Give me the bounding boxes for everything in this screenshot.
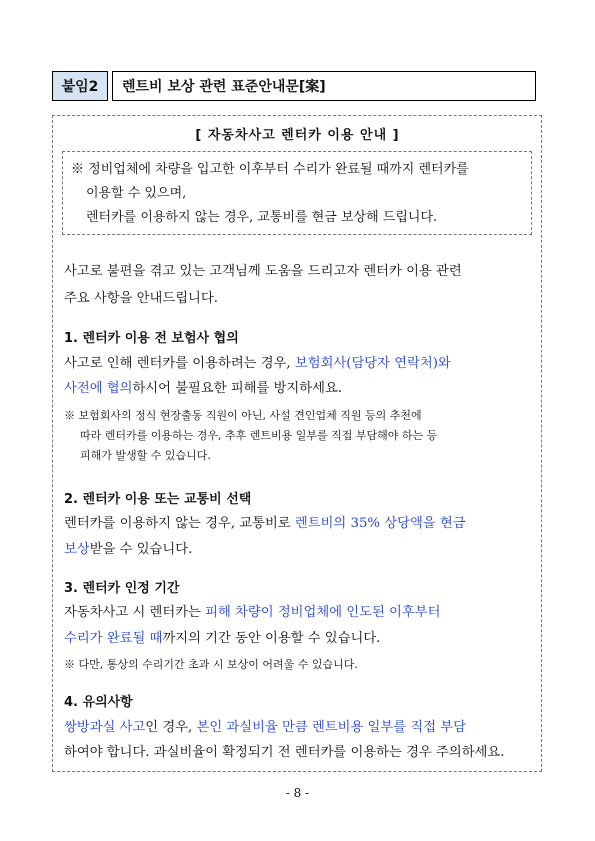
notice-box (62, 151, 532, 235)
page-number: - 8 - (285, 786, 310, 800)
section-2-line-2: 보상받을 수 있습니다. (64, 542, 193, 557)
guide-title: [ 자동차사고 렌터카 이용 안내 ] (195, 128, 400, 143)
attachment-tag: 붙임2 (52, 71, 108, 101)
reference-mark: ※ (64, 409, 75, 422)
notice-line-2: 이용할 수 있으며, (86, 186, 187, 201)
document-title: 렌트비 보상 관련 표준안내문[案] (112, 71, 536, 101)
section-1-note: ※ 보험회사의 정식 현장출동 직원이 아닌, 사설 견인업체 직원 등의 추천에 따라 렌터카를 이용하는 경우, 추후 렌트비용 일부를 직접 부담해야 하는 등 피해가 발생할 수 있습니다. (64, 409, 438, 462)
page-header (52, 71, 536, 101)
section-3-note: ※ 다만, 통상의 수리기간 초과 시 보상이 어려울 수 있습니다. (64, 658, 358, 671)
section-1-line-1: 사고로 인해 렌터카를 이용하려는 경우, 보험회사(담당자 연락처)와 (64, 356, 451, 371)
section-1-line-2: 사전에 협의하시어 불필요한 피해를 방지하세요. (64, 381, 343, 396)
section-3-heading: 3. 렌터카 인정 기간 (64, 581, 180, 596)
section-4-line-1: 쌍방과실 사고인 경우, 본인 과실비율 만큼 렌트비용 일부를 직접 부담 (64, 720, 466, 735)
section-2-heading: 2. 렌터카 이용 또는 교통비 선택 (64, 492, 252, 507)
reference-mark: ※ (71, 162, 85, 177)
notice-line-1: ※ 정비업체에 차량을 입고한 이후부터 수리가 완료될 때까지 렌터카를 (71, 162, 469, 177)
intro-line-1: 사고로 불편을 겪고 있는 고객님께 도움을 드리고자 렌터카 이용 관련 (64, 264, 462, 279)
section-3-line-1: 자동차사고 시 렌터카는 피해 차량이 정비업체에 인도된 이후부터 (64, 605, 441, 620)
section-4-heading: 4. 유의사항 (64, 695, 133, 710)
section-4-line-2: 하여야 합니다. 과실비율이 확정되기 전 렌터카를 이용하는 경우 주의하세요. (64, 745, 505, 760)
section-1-heading: 1. 렌터카 이용 전 보험사 협의 (64, 331, 239, 346)
notice-line-3: 렌터카를 이용하지 않는 경우, 교통비를 현금 보상해 드립니다. (86, 210, 438, 225)
intro-line-2: 주요 사항을 안내드립니다. (64, 291, 218, 306)
section-2-line-1: 렌터카를 이용하지 않는 경우, 교통비로 렌트비의 35% 상당액을 현금 (64, 516, 466, 531)
section-3-line-2: 수리가 완료될 때까지의 기간 동안 이용할 수 있습니다. (64, 631, 381, 646)
